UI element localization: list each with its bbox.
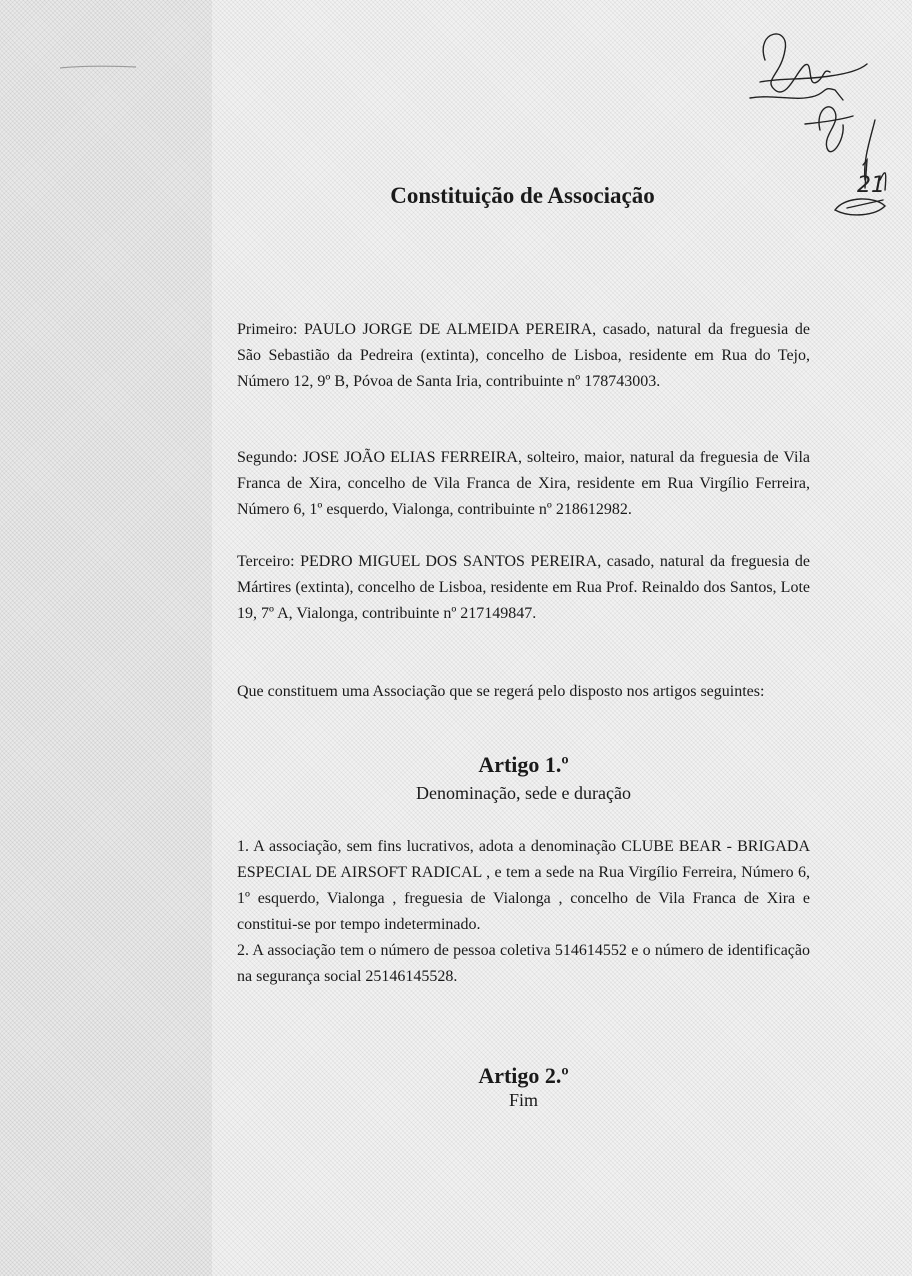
article-1-paragraph-2: 2. A associação tem o número de pessoa coletiva 514614552 e o número de identificação na segurança social 25146145528. (237, 942, 810, 985)
margin-page-note: 21 (857, 173, 885, 198)
party-third: Terceiro: PEDRO MIGUEL DOS SANTOS PEREIRA, casado, natural da freguesia de Mártires (extinta), concelho de Lisboa, residente em Rua Prof. Reinaldo dos Santos, Lote 19, 7º A, Vialonga, contribuinte nº 217149847. (237, 553, 810, 622)
document-title: Constituição de Associação (390, 183, 655, 208)
article-1-subtitle: Denominação, sede e duração (416, 783, 631, 803)
scan-left-strip (0, 0, 212, 1276)
article-1-heading: Artigo 1.º (478, 752, 569, 777)
party-first: Primeiro: PAULO JORGE DE ALMEIDA PEREIRA, casado, natural da freguesia de São Sebastião da Pedreira (extinta), concelho de Lisboa, residente em Rua do Tejo, Número 12, 9º B, Póvoa de Santa Iria, contribuinte nº 178743003. (237, 321, 810, 390)
article-1-paragraph-1: 1. A associação, sem fins lucrativos, adota a denominação CLUBE BEAR - BRIGADA ESPECIAL DE AIRSOFT RADICAL , e tem a sede na Rua Virgílio Ferreira, Número 6, 1º esquerdo, Vialonga , freguesia de Vialonga , concelho de Vila Franca de Xira e constitui-se por tempo indeterminado. (237, 838, 810, 933)
article-2-subtitle: Fim (508, 1090, 538, 1110)
party-second: Segundo: JOSE JOÃO ELIAS FERREIRA, solteiro, maior, natural da freguesia de Vila Franca de Xira, concelho de Vila Franca de Xira, residente em Rua Virgílio Ferreira, Número 6, 1º esquerdo, Vialonga, contribuinte nº 218612982. (237, 449, 810, 518)
article-2-heading: Artigo 2.º (478, 1063, 569, 1088)
intro-paragraph: Que constituem uma Associação que se regerá pelo disposto nos artigos seguintes: (237, 683, 765, 700)
scan-edge-mark (58, 64, 138, 70)
